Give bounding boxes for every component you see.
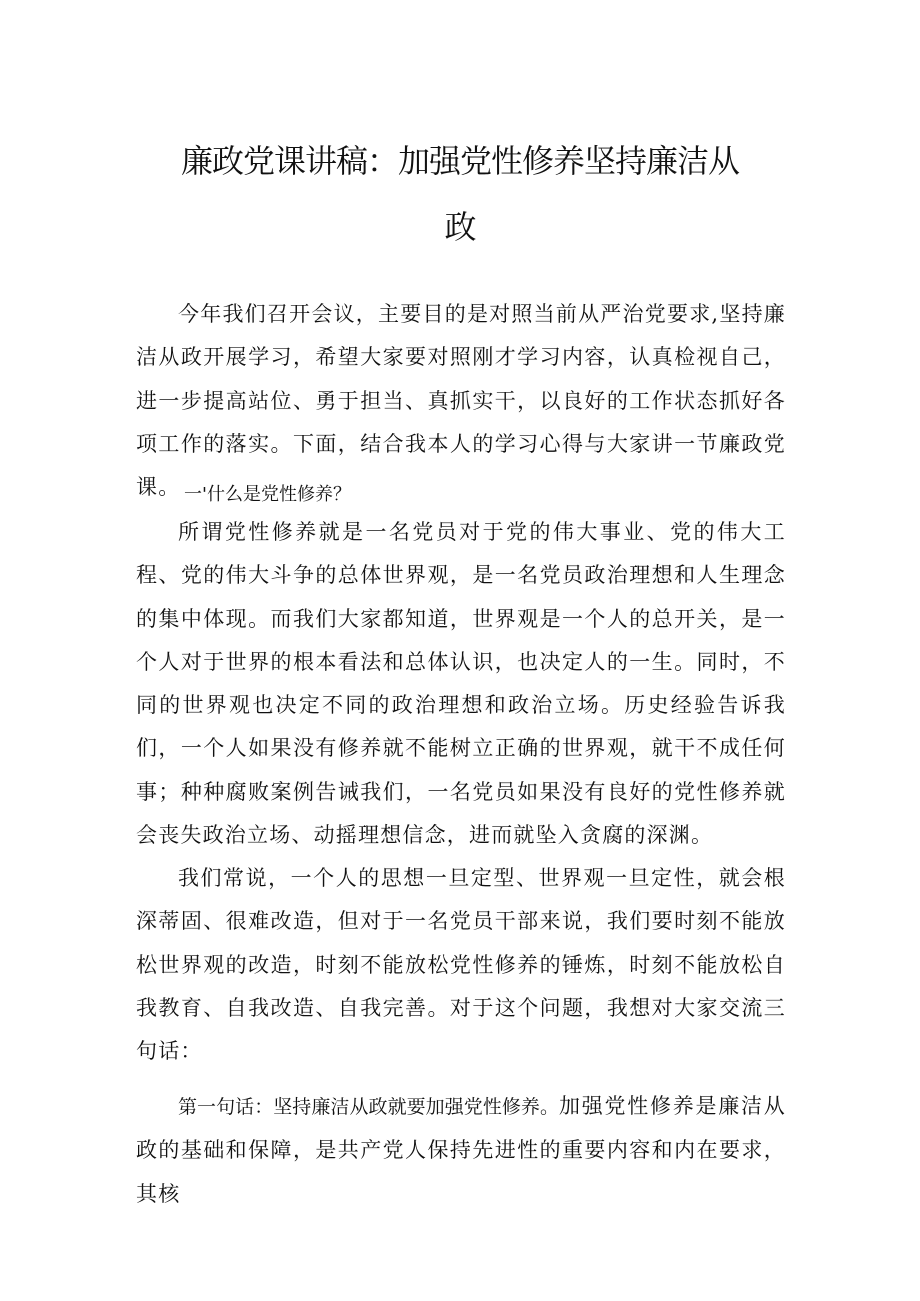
section-heading: 一'什么是党性修养？: [184, 484, 351, 505]
paragraph-worldview: 我们常说，一个人的思想一旦定型、世界观一旦定性，就会根深蒂固、很难改造，但对于一名党员干部来说，我们要时刻不能放松世界观的改造，时刻不能放松党性修养的锤炼，时刻不能放松自我教育、自我改造、自我完善。对于这个问题，我想对大家交流三句话：: [136, 866, 786, 1064]
document-title-line-1: 廉政党课讲稿：加强党性修养坚持廉洁从: [180, 142, 739, 180]
first-point-body: 加强党性修养是廉洁从政的基础和保障，是共产党人保持先进性的重要内容和内在要求，其核: [136, 1094, 786, 1206]
paragraph-first-point: [136, 1085, 786, 1216]
paragraph-definition: 所谓党性修养就是一名党员对于党的伟大事业、党的伟大工程、党的伟大斗争的总体世界观，是一名党员政治理想和人生理念的集中体现。而我们大家都知道，世界观是一个人的总开关，是一个人对于世界的根本看法和总体认识，也决定人的一生。同时，不同的世界观也决定不同的政治理想和政治立场。历史经验告诉我们，一个人如果没有修养就不能树立正确的世界观，就干不成任何事；种种腐败案例告诫我们，一名党员如果没有良好的党性修养就会丧失政治立场、动摇理想信念，进而就坠入贪腐的深渊。: [136, 520, 786, 848]
paragraph-intro: 今年我们召开会议，主要目的是对照当前从严治党要求,坚持廉洁从政开展学习，希望大家要对照刚才学习内容，认真检视自己，进一步提高站位、勇于担当、真抓实干，以良好的工作状态抓好各项工作的落实。下面，结合我本人的学习心得与大家讲一节廉政党课。: [136, 302, 786, 500]
document-title-line-2: 政: [444, 208, 476, 246]
first-point-lead: 第一句话：坚持廉洁从政就要加强党性修养。: [178, 1096, 560, 1118]
